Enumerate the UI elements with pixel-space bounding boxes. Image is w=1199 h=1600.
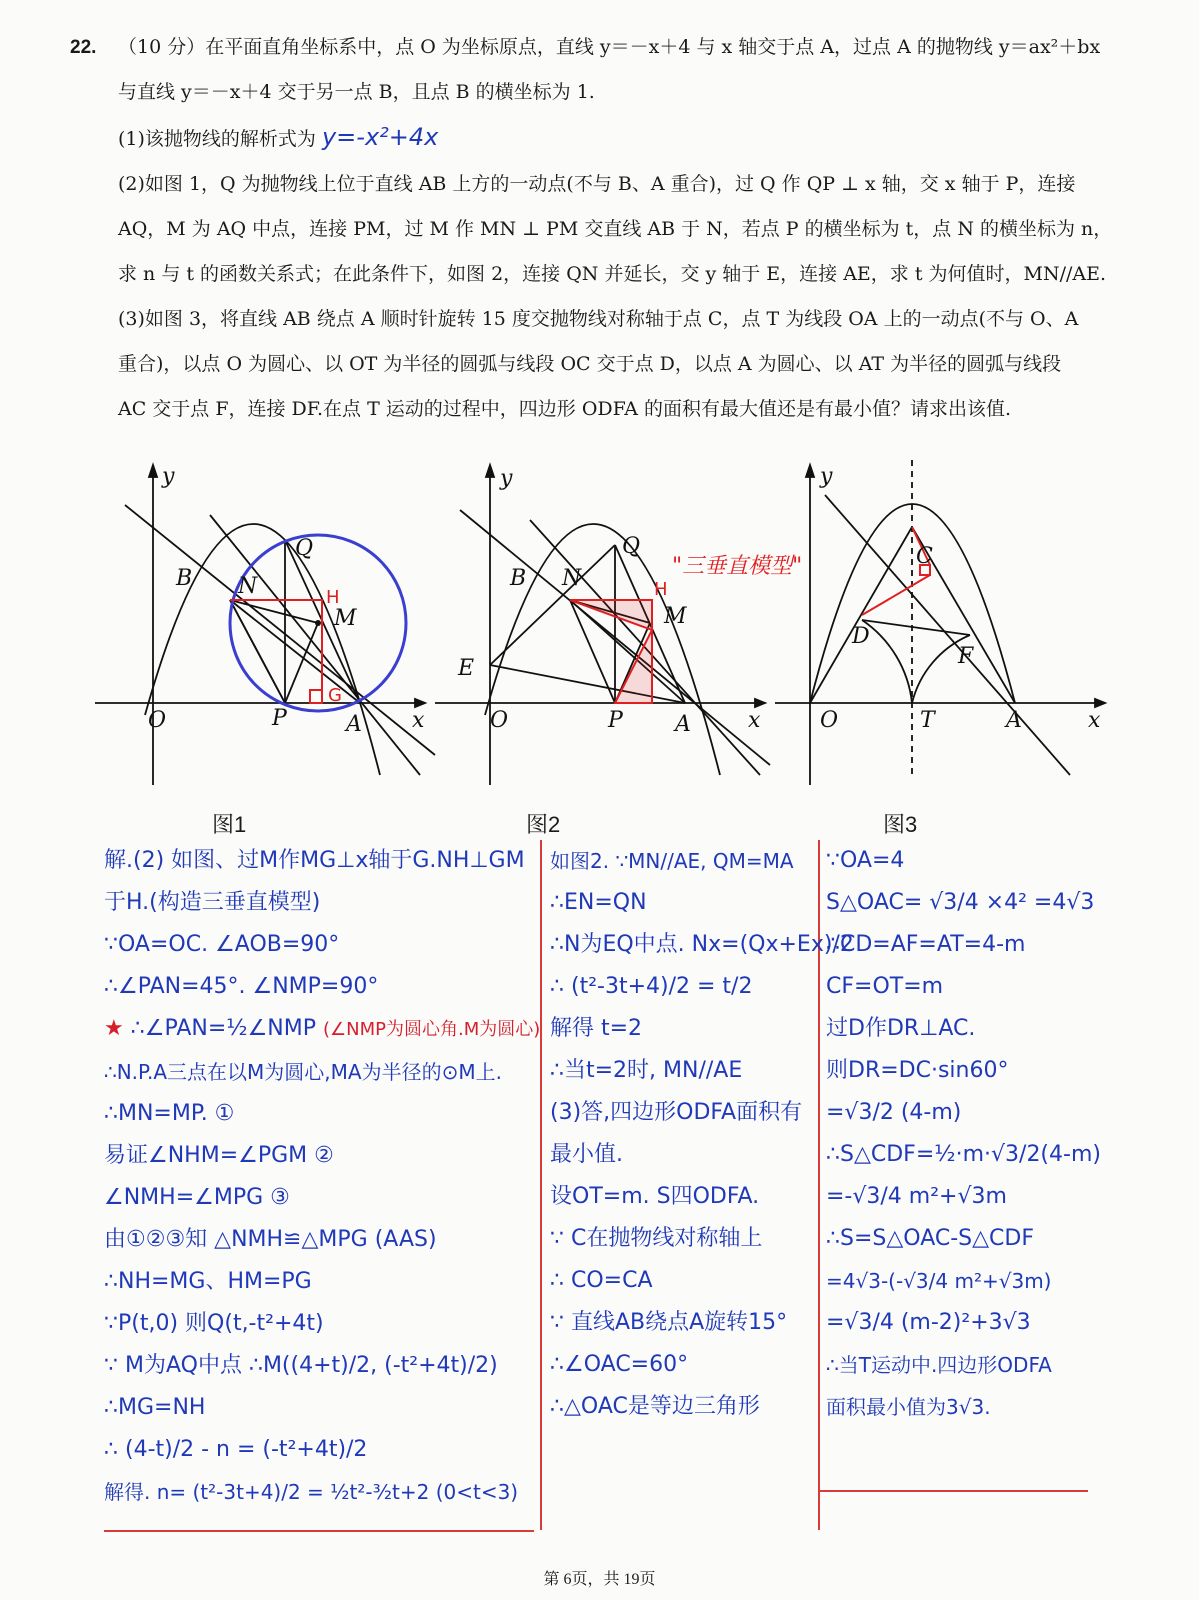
fig1-label-o: O <box>148 708 167 733</box>
solution-right-column <box>818 840 1101 1492</box>
sol-right-line-9: =-√3/4 m²+√3m <box>826 1184 1007 1209</box>
figures-area <box>90 455 1110 795</box>
sol-left-line-3: ∵OA=OC. ∠AOB=90° <box>104 932 340 957</box>
fig2-red-note: "三垂直模型" <box>672 554 803 579</box>
fig1-label-m: M <box>334 606 357 631</box>
question-line-2: 与直线 y＝－x＋4 交于另一点 B，且点 B 的横坐标为 1. <box>118 81 595 103</box>
sol-mid-line-7: (3)答,四边形ODFA面积有 <box>550 1100 803 1125</box>
fig2-label-m: M <box>664 604 687 629</box>
problem-statement <box>70 25 1130 432</box>
sol-mid-line-1: 如图2. ∵MN//AE, QM=MA <box>550 849 794 873</box>
sol-mid-line-10: ∵ C在抛物线对称轴上 <box>550 1226 763 1251</box>
sol-mid-line-8: 最小值. <box>550 1142 623 1167</box>
sol-right-line-11: =4√3-(-√3/4 m²+√3m) <box>826 1269 1052 1293</box>
sol-left-line-4: ∴∠PAN=45°. ∠NMP=90° <box>104 974 379 999</box>
fig1-label-g: G <box>328 685 342 706</box>
sol-left-line-1: 解.(2) 如图、过M作MG⊥x轴于G.NH⊥GM <box>104 848 525 873</box>
figure-1 <box>90 455 430 795</box>
part1-line <box>70 115 1130 162</box>
sol-right-line-12: =√3/4 (m-2)²+3√3 <box>826 1310 1031 1335</box>
sol-left-line-2: 于H.(构造三垂直模型) <box>104 890 321 915</box>
fig3-label-d: D <box>852 624 870 649</box>
sol-mid-line-14: ∴△OAC是等边三角形 <box>550 1394 760 1419</box>
sol-left-line-8: 易证∠NHM=∠PGM ② <box>104 1143 334 1168</box>
fig1-label-p: P <box>272 706 287 731</box>
fig2-label-a: A <box>675 712 691 737</box>
sol-left-line-5: ★ ∴∠PAN=½∠NMP (∠NMP为圆心角.M为圆心) <box>104 1016 541 1041</box>
part1-prompt: (1)该抛物线的解析式为 <box>118 128 316 150</box>
sol-right-line-8: ∴S△CDF=½·m·√3/2(4-m) <box>826 1142 1101 1167</box>
sol-right-line-10: ∴S=S△OAC-S△CDF <box>826 1226 1035 1251</box>
fig2-label-q: Q <box>622 534 641 559</box>
figure-3 <box>770 455 1110 795</box>
sol-left-line-14: ∴MG=NH <box>104 1395 206 1420</box>
sol-right-line-14: 面积最小值为3√3. <box>826 1395 991 1419</box>
sol-left-line-7: ∴MN=MP. ① <box>104 1101 235 1126</box>
question-number: 22. <box>70 37 97 58</box>
fig2-label-e: E <box>458 656 475 681</box>
sol-mid-line-12: ∵ 直线AB绕点A旋转15° <box>550 1310 788 1335</box>
fig3-label-y: y <box>820 464 833 489</box>
sol-left-line-16: 解得. n= (t²-3t+4)/2 = ½t²-³⁄₂t+2 (0<t<3) <box>104 1480 519 1504</box>
fig2-label-o: O <box>490 708 509 733</box>
sol-left-line-9: ∠NMH=∠MPG ③ <box>104 1185 290 1210</box>
sol-right-line-13: ∴当T运动中.四边形ODFA <box>826 1353 1052 1377</box>
sol-right-line-7: =√3/2 (4-m) <box>826 1100 962 1125</box>
fig1-label-n: N <box>238 574 258 599</box>
sol-left-line-11: ∴NH=MG、HM=PG <box>104 1269 312 1294</box>
sol-mid-line-4: ∴ (t²-3t+4)/2 = t/2 <box>550 974 753 999</box>
figure-2 <box>430 455 803 795</box>
fig1-label-y: y <box>162 464 175 489</box>
sol-right-line-3: ∴CD=AF=AT=4-m <box>826 932 1026 957</box>
fig2-label-b: B <box>510 566 527 591</box>
sol-mid-line-9: 设OT=m. S四ODFA. <box>550 1184 760 1209</box>
fig2-label-y: y <box>500 466 513 491</box>
solution-middle-column <box>540 840 854 1530</box>
fig3-label-c: C <box>916 544 933 569</box>
part2-line-3: 求 n 与 t 的函数关系式；在此条件下，如图 2，连接 QN 并延长，交 y 轴于 E，连接 AE，求 t 为何值时，MN//AE. <box>118 263 1107 285</box>
fig3-label-x: x <box>1088 708 1101 733</box>
question-line-1: （10 分）在平面直角坐标系中，点 O 为坐标原点，直线 y＝－x＋4 与 x 轴交于点 A，过点 A 的抛物线 y＝ax²＋bx <box>118 36 1101 58</box>
figure-1-caption: 图1 <box>212 812 247 837</box>
sol-left-line-13: ∵ M为AQ中点 ∴M((4+t)/2, (-t²+4t)/2) <box>104 1353 498 1378</box>
sol-mid-line-6: ∴当t=2时, MN//AE <box>550 1058 743 1083</box>
sol-right-line-5: 过D作DR⊥AC. <box>826 1016 976 1041</box>
red-note: (∠NMP为圆心角.M为圆心) <box>323 1019 541 1040</box>
fig1-label-x: x <box>412 708 425 733</box>
part2-line-1: (2)如图 1，Q 为抛物线上位于直线 AB 上方的一动点(不与 B、A 重合)，过 Q 作 QP ⊥ x 轴，交 x 轴于 P，连接 <box>118 173 1076 195</box>
fig2-label-n: N <box>562 566 582 591</box>
star-mark: ★ <box>104 1016 124 1041</box>
fig1-label-q: Q <box>295 536 314 561</box>
sol-right-line-6: 则DR=DC·sin60° <box>826 1058 1009 1083</box>
part3-line-1: (3)如图 3，将直线 AB 绕点 A 顺时针旋转 15 度交抛物线对称轴于点 C，点 T 为线段 OA 上的一动点(不与 O、A <box>118 308 1079 330</box>
solution-left-column <box>104 840 541 1532</box>
fig2-label-x: x <box>748 708 761 733</box>
fig3-label-a: A <box>1006 708 1022 733</box>
sol-right-line-4: CF=OT=m <box>826 974 944 999</box>
sol-mid-line-2: ∴EN=QN <box>550 890 647 915</box>
fig3-label-f: F <box>958 644 974 669</box>
sol-mid-line-5: 解得 t=2 <box>550 1016 643 1041</box>
part2-line-2: AQ，M 为 AQ 中点，连接 PM，过 M 作 MN ⊥ PM 交直线 AB 于 N，若点 P 的横坐标为 t，点 N 的横坐标为 n， <box>118 218 1113 240</box>
sol-left-line-10: 由①②③知 △NMH≌△MPG (AAS) <box>104 1227 437 1252</box>
fig3-label-o: O <box>820 708 839 733</box>
fig1-label-b: B <box>176 566 193 591</box>
page-footer: 第 6页，共 19页 <box>543 1571 656 1588</box>
sol-left-line-6: ∴N.P.A三点在以M为圆心,MA为半径的⊙M上. <box>104 1060 502 1084</box>
fig1-label-a: A <box>346 712 362 737</box>
figure-2-caption: 图2 <box>526 812 561 837</box>
sol-right-line-2: S△OAC= √3/4 ×4² =4√3 <box>826 890 1095 915</box>
fig3-label-t: T <box>920 708 935 733</box>
part3-line-2: 重合)，以点 O 为圆心、以 OT 为半径的圆弧与线段 OC 交于点 D，以点 A 为圆心、以 AT 为半径的圆弧与线段 <box>118 353 1062 375</box>
fig2-label-p: P <box>608 708 623 733</box>
part1-handwritten-answer: y=-x²+4x <box>321 123 439 151</box>
sol-mid-line-11: ∴ CO=CA <box>550 1268 653 1293</box>
sol-mid-line-13: ∴∠OAC=60° <box>550 1352 689 1377</box>
sol-right-line-1: ∵OA=4 <box>826 848 905 873</box>
part3-line-3: AC 交于点 F，连接 DF.在点 T 运动的过程中，四边形 ODFA 的面积有最大值还是有最小值？请求出该值. <box>118 398 1011 420</box>
figure-3-caption: 图3 <box>883 812 918 837</box>
sol-left-line-12: ∵P(t,0) 则Q(t,-t²+4t) <box>104 1311 324 1336</box>
sol-left-line-15: ∴ (4-t)/2 - n = (-t²+4t)/2 <box>104 1437 368 1462</box>
sol-mid-line-3: ∴N为EQ中点. Nx=(Qx+Ex)/2 <box>550 932 854 957</box>
fig2-label-h: H <box>654 579 668 600</box>
fig1-label-h: H <box>326 587 340 608</box>
